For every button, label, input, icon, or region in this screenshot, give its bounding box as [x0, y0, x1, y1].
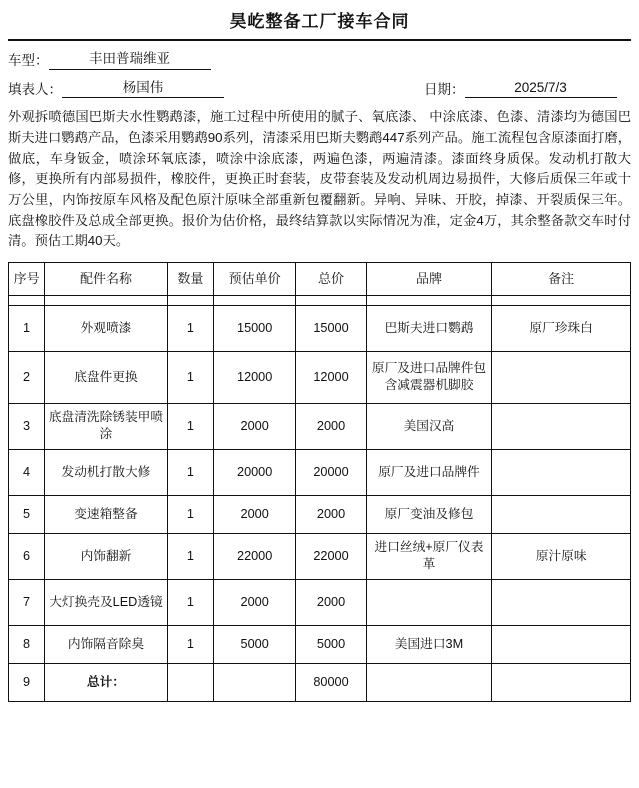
preparer-field — [8, 79, 224, 99]
cell-grand-total: 80000 — [296, 663, 366, 701]
vehicle-model-row — [8, 50, 631, 70]
header-note: 备注 — [492, 262, 631, 295]
cell-quantity: 1 — [167, 351, 213, 403]
parts-table — [8, 262, 631, 702]
spacer-cell-3 — [167, 295, 213, 305]
cell-note — [492, 449, 631, 495]
cell-brand — [366, 663, 492, 701]
cell-part-name: 内饰翻新 — [45, 533, 168, 579]
date-field — [424, 79, 617, 99]
table-row — [9, 403, 631, 449]
spacer-cell-1 — [9, 295, 45, 305]
table-row — [9, 449, 631, 495]
table-row — [9, 579, 631, 625]
cell-total-price: 20000 — [296, 449, 366, 495]
cell-unit-price: 5000 — [213, 625, 295, 663]
cell-unit-price — [213, 663, 295, 701]
date-value[interactable]: 2025/7/3 — [465, 79, 617, 99]
cell-total-price: 5000 — [296, 625, 366, 663]
cell-quantity: 1 — [167, 403, 213, 449]
cell-index: 9 — [9, 663, 45, 701]
header-total-price: 总价 — [296, 262, 366, 295]
cell-part-name: 底盘件更换 — [45, 351, 168, 403]
cell-index: 6 — [9, 533, 45, 579]
cell-note: 原厂珍珠白 — [492, 305, 631, 351]
cell-brand: 美国进口3M — [366, 625, 492, 663]
cell-unit-price: 12000 — [213, 351, 295, 403]
vehicle-model-label: 车型： — [8, 53, 49, 69]
cell-total-price: 2000 — [296, 403, 366, 449]
cell-note — [492, 625, 631, 663]
vehicle-model-field — [8, 50, 211, 70]
cell-quantity: 1 — [167, 495, 213, 533]
cell-part-name: 内饰隔音除臭 — [45, 625, 168, 663]
cell-total-price: 22000 — [296, 533, 366, 579]
contract-terms-text: 外观拆喷德国巴斯夫水性鹦鹉漆，施工过程中所使用的腻子、氧底漆、 中涂底漆、色漆、清漆均为德国巴斯夫进口鹦鹉产品，色漆采用鹦鹉90系列，清漆采用巴斯夫鹦鹉447系列产品。施工流程包含原漆面打磨，做底，车身钣金，喷涂环氧底漆，喷涂中涂底漆，两遍色漆，两遍清漆。漆面终身质保。发动机打散大修，更换所有内部易损件，橡胶件，更换正时套装，皮带套装及发动机周边易损件，大修后质保三年或十万公里，内饰按原车风格及配色原汁原味全部重新包覆翻新。异响、异味、开胶，掉漆、开裂质保三年。底盘橡胶件及总成全部更换。报价为估价格，最终结算款以实际情况为准，定金4万，其余整备款交车时付清。预估工期40天。 — [8, 109, 631, 249]
cell-part-name: 外观喷漆 — [45, 305, 168, 351]
cell-quantity: 1 — [167, 579, 213, 625]
table-header-row — [9, 262, 631, 295]
cell-quantity — [167, 663, 213, 701]
table-row — [9, 495, 631, 533]
cell-total-price: 2000 — [296, 579, 366, 625]
page-title: 昊屹整备工厂接车合同 — [229, 12, 410, 31]
cell-total-price: 12000 — [296, 351, 366, 403]
header-quantity: 数量 — [167, 262, 213, 295]
header-index: 序号 — [9, 262, 45, 295]
table-row — [9, 351, 631, 403]
cell-part-name: 发动机打散大修 — [45, 449, 168, 495]
cell-part-name: 变速箱整备 — [45, 495, 168, 533]
cell-index: 8 — [9, 625, 45, 663]
cell-brand: 巴斯夫进口鹦鹉 — [366, 305, 492, 351]
cell-brand — [366, 579, 492, 625]
cell-note — [492, 663, 631, 701]
table-row — [9, 625, 631, 663]
table-spacer-row — [9, 295, 631, 305]
cell-index: 2 — [9, 351, 45, 403]
cell-quantity: 1 — [167, 625, 213, 663]
cell-quantity: 1 — [167, 305, 213, 351]
cell-total-price: 2000 — [296, 495, 366, 533]
cell-note — [492, 403, 631, 449]
cell-brand: 进口丝绒+原厂仪表革 — [366, 533, 492, 579]
cell-brand: 原厂变油及修包 — [366, 495, 492, 533]
cell-note — [492, 579, 631, 625]
cell-quantity: 1 — [167, 449, 213, 495]
table-row — [9, 305, 631, 351]
cell-total-label: 总计： — [45, 663, 168, 701]
cell-index: 7 — [9, 579, 45, 625]
cell-unit-price: 2000 — [213, 579, 295, 625]
cell-part-name: 底盘清洗除锈装甲喷涂 — [45, 403, 168, 449]
header-part-name: 配件名称 — [45, 262, 168, 295]
cell-unit-price: 15000 — [213, 305, 295, 351]
preparer-label: 填表人： — [8, 81, 62, 97]
vehicle-model-value[interactable]: 丰田普瑞维亚 — [49, 50, 211, 70]
header-brand: 品牌 — [366, 262, 492, 295]
cell-note — [492, 495, 631, 533]
preparer-date-row — [8, 79, 631, 99]
preparer-value[interactable]: 杨国伟 — [62, 79, 224, 99]
cell-part-name: 大灯换壳及LED透镜 — [45, 579, 168, 625]
spacer-cell-6 — [366, 295, 492, 305]
cell-index: 1 — [9, 305, 45, 351]
date-label: 日期： — [424, 81, 465, 97]
cell-index: 5 — [9, 495, 45, 533]
cell-quantity: 1 — [167, 533, 213, 579]
cell-index: 4 — [9, 449, 45, 495]
cell-unit-price: 20000 — [213, 449, 295, 495]
cell-unit-price: 2000 — [213, 403, 295, 449]
table-total-row — [9, 663, 631, 701]
cell-index: 3 — [9, 403, 45, 449]
spacer-cell-4 — [213, 295, 295, 305]
spacer-cell-2 — [45, 295, 168, 305]
cell-brand: 美国汉高 — [366, 403, 492, 449]
cell-note — [492, 351, 631, 403]
spacer-cell-5 — [296, 295, 366, 305]
cell-brand: 原厂及进口品牌件包含减震器机脚胶 — [366, 351, 492, 403]
table-row — [9, 533, 631, 579]
title-divider — [8, 39, 631, 41]
spacer-cell-7 — [492, 295, 631, 305]
cell-unit-price: 22000 — [213, 533, 295, 579]
header-unit-price: 预估单价 — [213, 262, 295, 295]
cell-note: 原汁原味 — [492, 533, 631, 579]
cell-unit-price: 2000 — [213, 495, 295, 533]
cell-total-price: 15000 — [296, 305, 366, 351]
cell-brand: 原厂及进口品牌件 — [366, 449, 492, 495]
